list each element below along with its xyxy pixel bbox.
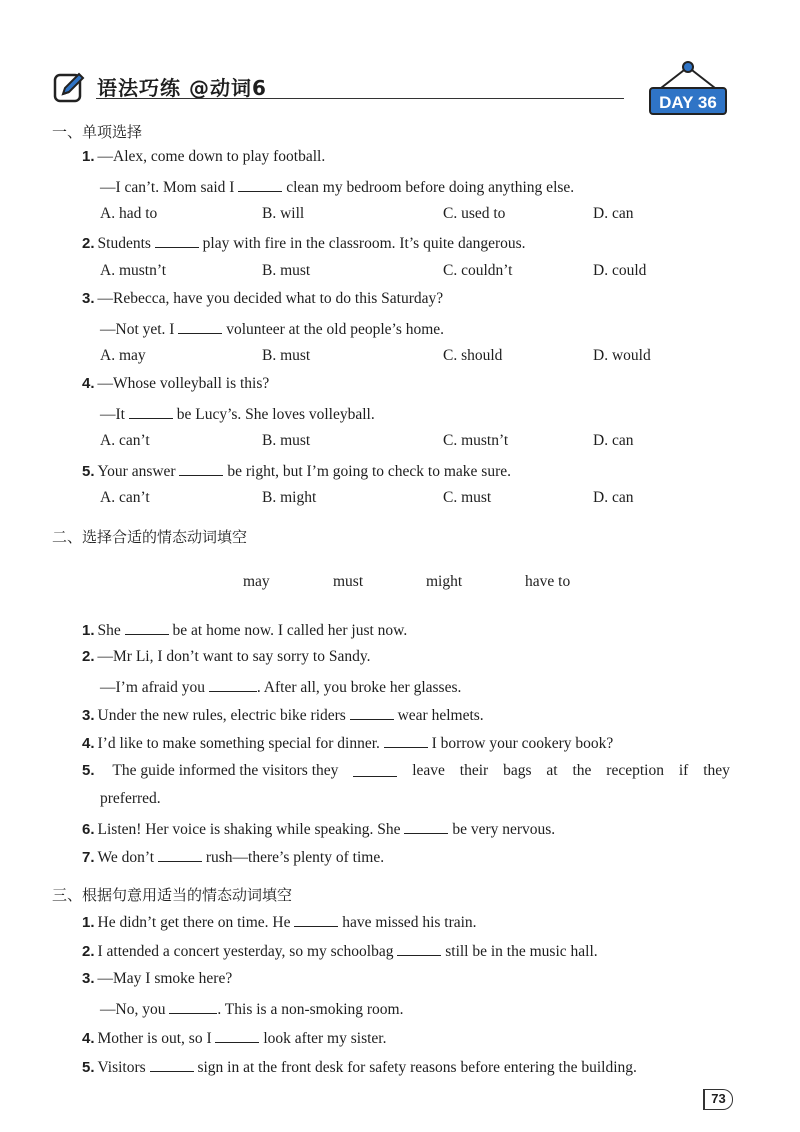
word-bank-item: may (243, 573, 270, 590)
s1-q3-option-b: B. must (262, 347, 311, 364)
pencil-note-icon (52, 70, 86, 104)
answer-blank (155, 233, 199, 248)
s3-q4-line: 4. Mother is out, so I look after my sister. (82, 1030, 387, 1047)
s2-q4-line: 4. I’d like to make something special for dinner. I borrow your cookery book? (82, 735, 614, 752)
s1-q4-line2: —It be Lucy’s. She loves volleyball. (100, 406, 375, 423)
answer-blank (129, 404, 173, 419)
answer-blank (178, 319, 222, 334)
s2-q5-line1: 5. The guide informed the visitors they leave their bags at the reception if they (82, 762, 730, 779)
page-title: 语法巧练 @动词6 (97, 76, 267, 100)
s2-q7-line: 7. We don’t rush—there’s plenty of time. (82, 849, 385, 866)
answer-blank (179, 461, 223, 476)
page-number: 73 (703, 1089, 733, 1110)
s1-q2-option-b: B. must (262, 262, 311, 279)
s1-q4-option-c: C. mustn’t (443, 432, 509, 449)
answer-blank (125, 620, 169, 635)
s1-q5-line: 5. Your answer be right, but I’m going to check to make sure. (82, 463, 512, 480)
s1-q3-option-a: A. may (100, 347, 146, 364)
s1-q2-option-c: C. couldn’t (443, 262, 513, 279)
s3-q3-line2: —No, you . This is a non-smoking room. (100, 1001, 404, 1018)
answer-blank (384, 733, 428, 748)
answer-blank (238, 177, 282, 192)
s1-q1-line2: —I can’t. Mom said I clean my bedroom before doing anything else. (100, 179, 575, 196)
s1-q4-option-b: B. must (262, 432, 311, 449)
answer-blank (209, 677, 257, 692)
answer-blank (150, 1057, 194, 1072)
s3-q5-line: 5. Visitors sign in at the front desk for safety reasons before entering the building. (82, 1059, 637, 1076)
s1-q3-line1: 3. —Rebecca, have you decided what to do this Saturday? (82, 290, 444, 307)
s1-q4-option-a: A. can’t (100, 432, 150, 449)
s2-q2-line1: 2. —Mr Li, I don’t want to say sorry to Sandy. (82, 648, 371, 665)
s1-q4-option-d: D. can (593, 432, 634, 449)
section2-heading: 二、选择合适的情态动词填空 (52, 528, 248, 546)
s1-q3-line2: —Not yet. I volunteer at the old people’s home. (100, 321, 445, 338)
s1-q1-option-a: A. had to (100, 205, 158, 222)
s1-q3-option-c: C. should (443, 347, 503, 364)
s2-q1-line: 1. She be at home now. I called her just now. (82, 622, 408, 639)
s1-q1-option-d: D. can (593, 205, 634, 222)
section1-heading: 一、单项选择 (52, 123, 143, 141)
answer-blank (397, 941, 441, 956)
s1-q4-line1: 4. —Whose volleyball is this? (82, 375, 270, 392)
section3-heading: 三、根据句意用适当的情态动词填空 (52, 886, 293, 904)
word-bank-item: have to (525, 573, 571, 590)
answer-blank (350, 705, 394, 720)
s1-q2-option-d: D. could (593, 262, 647, 279)
s3-q2-line: 2. I attended a concert yesterday, so my schoolbag still be in the music hall. (82, 943, 598, 960)
answer-blank (353, 762, 397, 777)
s1-q1-line1: 1. —Alex, come down to play football. (82, 148, 326, 165)
badge-pin-icon (683, 62, 693, 72)
s3-q1-line: 1. He didn’t get there on time. He have missed his train. (82, 914, 477, 931)
s3-q3-line1: 3. —May I smoke here? (82, 970, 233, 987)
answer-blank (294, 912, 338, 927)
day-label: DAY 36 (659, 93, 717, 112)
day-badge (647, 58, 729, 116)
word-bank-item: might (426, 573, 463, 590)
s1-q1-option-b: B. will (262, 205, 305, 222)
answer-blank (169, 999, 217, 1014)
s1-q5-option-c: C. must (443, 489, 492, 506)
s1-q3-option-d: D. would (593, 347, 651, 364)
s2-q5-line2: preferred. (100, 790, 161, 807)
s1-q5-option-a: A. can’t (100, 489, 150, 506)
s1-q2-line: 2. Students play with fire in the classroom. It’s quite dangerous. (82, 235, 526, 252)
s1-q1-option-c: C. used to (443, 205, 506, 222)
s2-q3-line: 3. Under the new rules, electric bike riders wear helmets. (82, 707, 484, 724)
s1-q2-option-a: A. mustn’t (100, 262, 167, 279)
answer-blank (158, 847, 202, 862)
title-underline (96, 98, 624, 99)
s1-q5-option-b: B. might (262, 489, 317, 506)
s2-q2-line2: —I’m afraid you . After all, you broke her glasses. (100, 679, 462, 696)
s1-q5-option-d: D. can (593, 489, 634, 506)
answer-blank (404, 819, 448, 834)
word-bank-item: must (333, 573, 364, 590)
s2-q6-line: 6. Listen! Her voice is shaking while speaking. She be very nervous. (82, 821, 556, 838)
answer-blank (215, 1028, 259, 1043)
